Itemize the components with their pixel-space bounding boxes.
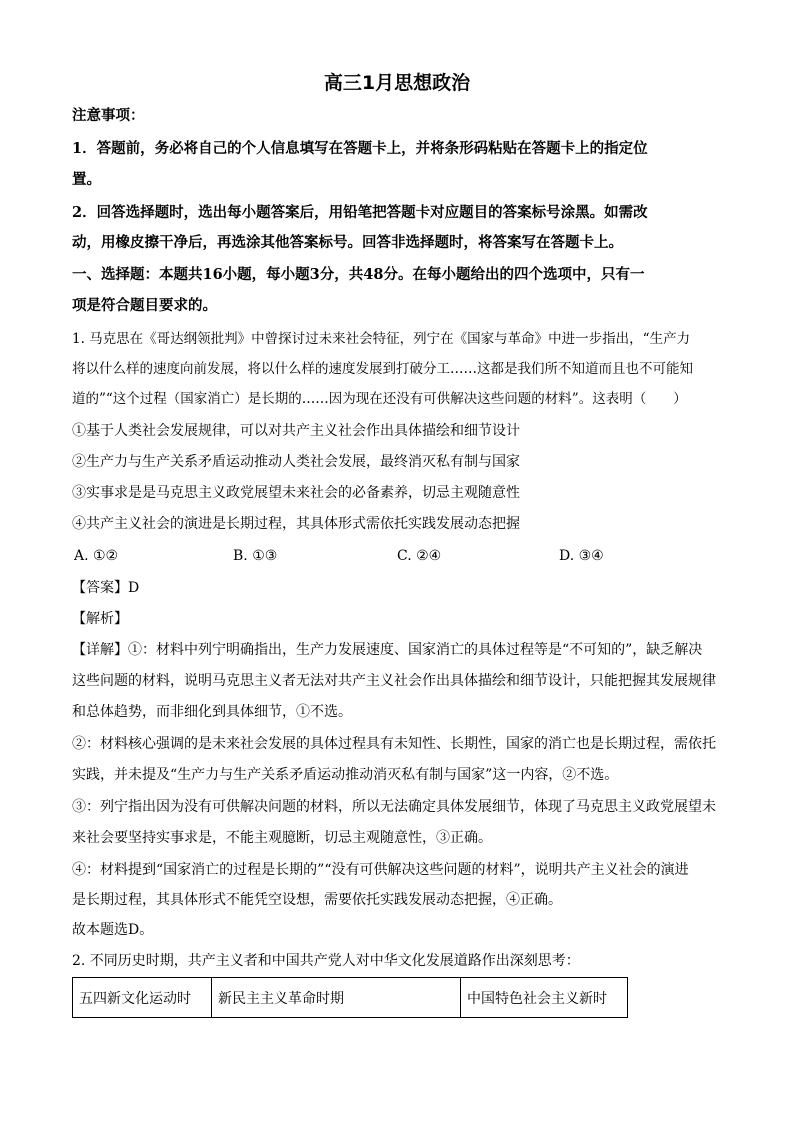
section-heading-cont: 项是符合题目要求的。 [72,297,217,314]
table-header-cell: 五四新文化运动时 [73,978,212,1018]
q1-detail-line: ③：列宁指出因为没有可供解决问题的材料，所以无法确定具体发展细节，体现了马克思主义政党展望未 [72,799,716,815]
q1-option-c: C. ②④ [397,548,442,564]
table-row [73,978,628,1018]
q1-detail-line: 是长期过程，其具体形式不能凭空设想，需要依托实践发展动态把握，④正确。 [72,892,562,908]
q1-option-a: A. ①② [74,548,119,564]
notice-heading: 注意事项： [72,107,145,124]
q1-detail-line: 这些问题的材料，说明马克思主义者无法对共产主义社会作出具体描绘和细节设计，只能把握其发展规律 [72,673,716,689]
section-heading: 一、选择题：本题共16小题，每小题3分，共48分。在每小题给出的四个选项中，只有一 [72,266,645,283]
q1-detail-line: ②：材料核心强调的是未来社会发展的具体过程具有未知性、长期性，国家的消亡也是长期过程，需依托 [72,736,716,752]
notice-item-2: 2．回答选择题时，选出每小题答案后，用铅笔把答题卡对应题目的答案标号涂黑。如需改 [72,204,648,221]
q1-stem-3: 道的”“这个过程（国家消亡）是长期的……因为现在还没有可供解决这些问题的材料”。这表明（ ） [72,391,687,407]
q1-detail-line: 实践，并未提及“生产力与生产关系矛盾运动推动消灭私有制与国家”这一内容，②不选。 [72,767,619,783]
q2-table [72,977,628,1018]
page-title: 高三1月思想政治 [323,72,471,94]
notice-item-2-cont: 动，用橡皮擦干净后，再选涂其他答案标号。回答非选择题时，将答案写在答题卡上。 [72,234,623,251]
q1-statement-4: ④共产主义社会的演进是长期过程，其具体形式需依托实践发展动态把握 [72,516,520,532]
notice-item-1-cont: 置。 [72,171,101,188]
table-header-cell: 中国特色社会主义新时 [461,978,628,1018]
table-header-cell: 新民主主义革命时期 [212,978,461,1018]
q1-statement-3: ③实事求是是马克思主义政党展望未来社会的必备素养，切忌主观随意性 [72,485,520,501]
q1-statement-2: ②生产力与生产关系矛盾运动推动人类社会发展，最终消灭私有制与国家 [72,454,520,470]
q1-detail-line: 来社会要坚持实事求是，不能主观臆断，切忌主观随意性，③正确。 [72,830,492,846]
q1-detail-line: 故本题选D。 [72,922,154,938]
q1-statement-1: ①基于人类社会发展规律，可以对共产主义社会作出具体描绘和细节设计 [72,423,520,439]
q1-option-d: D. ③④ [559,548,604,564]
q1-detail-line: 【详解】①：材料中列宁明确指出，生产力发展速度、国家消亡的具体过程等是“不可知的”，缺乏解决 [72,642,703,658]
q1-stem-1: 1. 马克思在《哥达纲领批判》中曾探讨过未来社会特征，列宁在《国家与革命》中进一步指出，“生产力 [72,331,691,347]
q2-stem: 2. 不同历史时期，共产主义者和中国共产党人对中华文化发展道路作出深刻思考： [72,953,580,969]
q1-stem-2: 将以什么样的速度向前发展，将以什么样的速度发展到打破分工……这都是我们所不知道而且也不可能知 [72,361,693,377]
notice-item-1: 1．答题前，务必将自己的个人信息填写在答题卡上，并将条形码粘贴在答题卡上的指定位 [72,140,648,157]
q1-answer: 【答案】D [72,580,140,596]
q1-analysis-heading: 【解析】 [72,611,128,627]
q1-option-b: B. ①③ [233,548,278,564]
q1-detail-line: ④：材料提到“国家消亡的过程是长期的”“没有可供解决这些问题的材料”，说明共产主义社会的演进 [72,862,689,878]
q1-detail-line: 和总体趋势，而非细化到具体细节，①不选。 [72,704,352,720]
